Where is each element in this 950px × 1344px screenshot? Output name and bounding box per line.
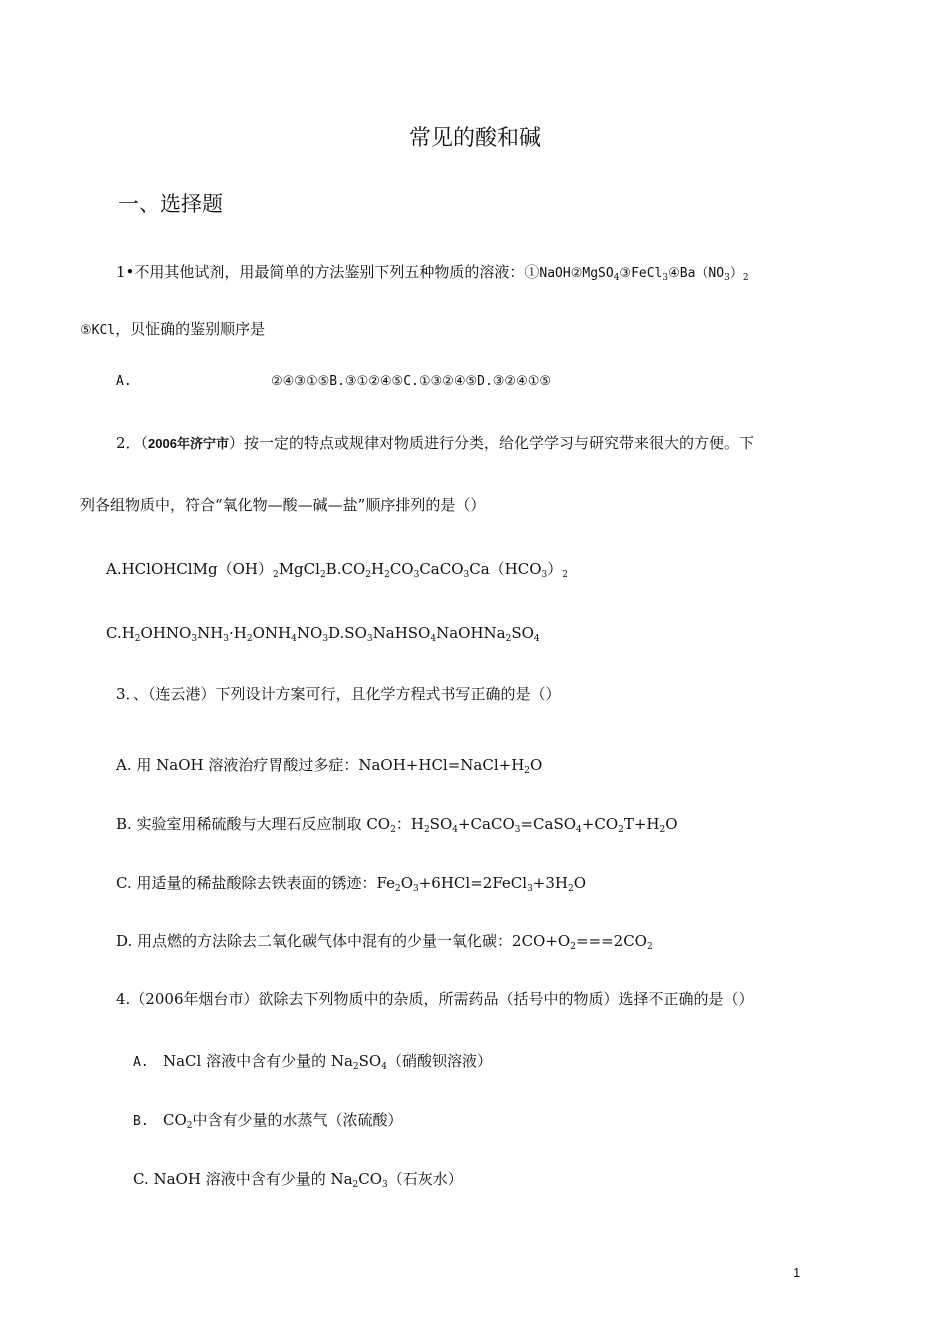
question-1-option-label: A. [116, 374, 132, 389]
question-4-option-b: B. $CO_2$中含有少量的水蒸气（浓硫酸） [133, 1111, 403, 1131]
question-3-option-d: D. 用点燃的方法除去二氧化碳气体中混有的少量一氧化碳：$2CO+O_2===2CO_2$ [116, 932, 653, 952]
question-1-line-1: 1•不用其他试剂，用最简单的方法鉴别下列五种物质的溶液：$①NaOH②MgSO_4③FeCl_3④Ba(NO_3)_2$ [116, 263, 749, 283]
question-3-option-b: B. 实验室用稀硫酸与大理石反应制取 $CO_2$：$H_2SO_4+CaCO_3=CaSO_4+CO_2T+H_2O$ [116, 815, 678, 835]
question-1-options: ②④③①⑤B.③①②④⑤C.①③②④⑤D.③②④①⑤ [271, 374, 552, 389]
section-heading: 一、选择题 [118, 192, 223, 216]
question-3-stem: 3．、（连云港）下列设计方案可行，且化学方程式书写正确的是（） [116, 685, 561, 703]
question-1-line-2: ⑤KCl，贝怔确的鉴别顺序是 [80, 320, 266, 338]
question-4-stem: 4.（2006年烟台市）欲除去下列物质中的杂质，所需药品（括号中的物质）选择不正确的是（） [116, 990, 754, 1008]
page-number: 1 [793, 1265, 801, 1280]
question-3-option-c: C. 用适量的稀盐酸除去铁表面的锈迹：$Fe_2O_3+6HCl=2FeCl_3+3H_2O$ [116, 874, 587, 894]
question-2-line-2: 列各组物质中，符合“氧化物—酸—碱—盐”顺序排列的是（） [80, 496, 486, 514]
page-title: 常见的酸和碱 [408, 126, 541, 151]
question-2-options-cd: $C.H_2OHNO_3NH_3\cdot H_2ONH_4NO_3D.SO_3NaHSO_4NaOHNa_2SO_4$ [106, 624, 540, 644]
question-4-option-c: C. NaOH 溶液中含有少量的 $Na_2CO_3$（石灰水） [133, 1170, 463, 1190]
question-4-option-a: A. NaCl 溶液中含有少量的 $Na_2SO_4$（硝酸钡溶液） [133, 1052, 492, 1072]
question-2-options-ab: $A.HClOHClMg(OH)_2MgCl_2B.CO_2H_2CO_3CaCO_3Ca(HCO_3)_2$ [106, 560, 569, 580]
question-2-line-1: 2．（2006年济宁市）按一定的特点或规律对物质进行分类，给化学学习与研究带来很大的方便。下 [116, 434, 754, 452]
question-3-option-a: A. 用 NaOH 溶液治疗胃酸过多症：$NaOH+HCl=NaCl+H_2O$ [116, 756, 543, 776]
